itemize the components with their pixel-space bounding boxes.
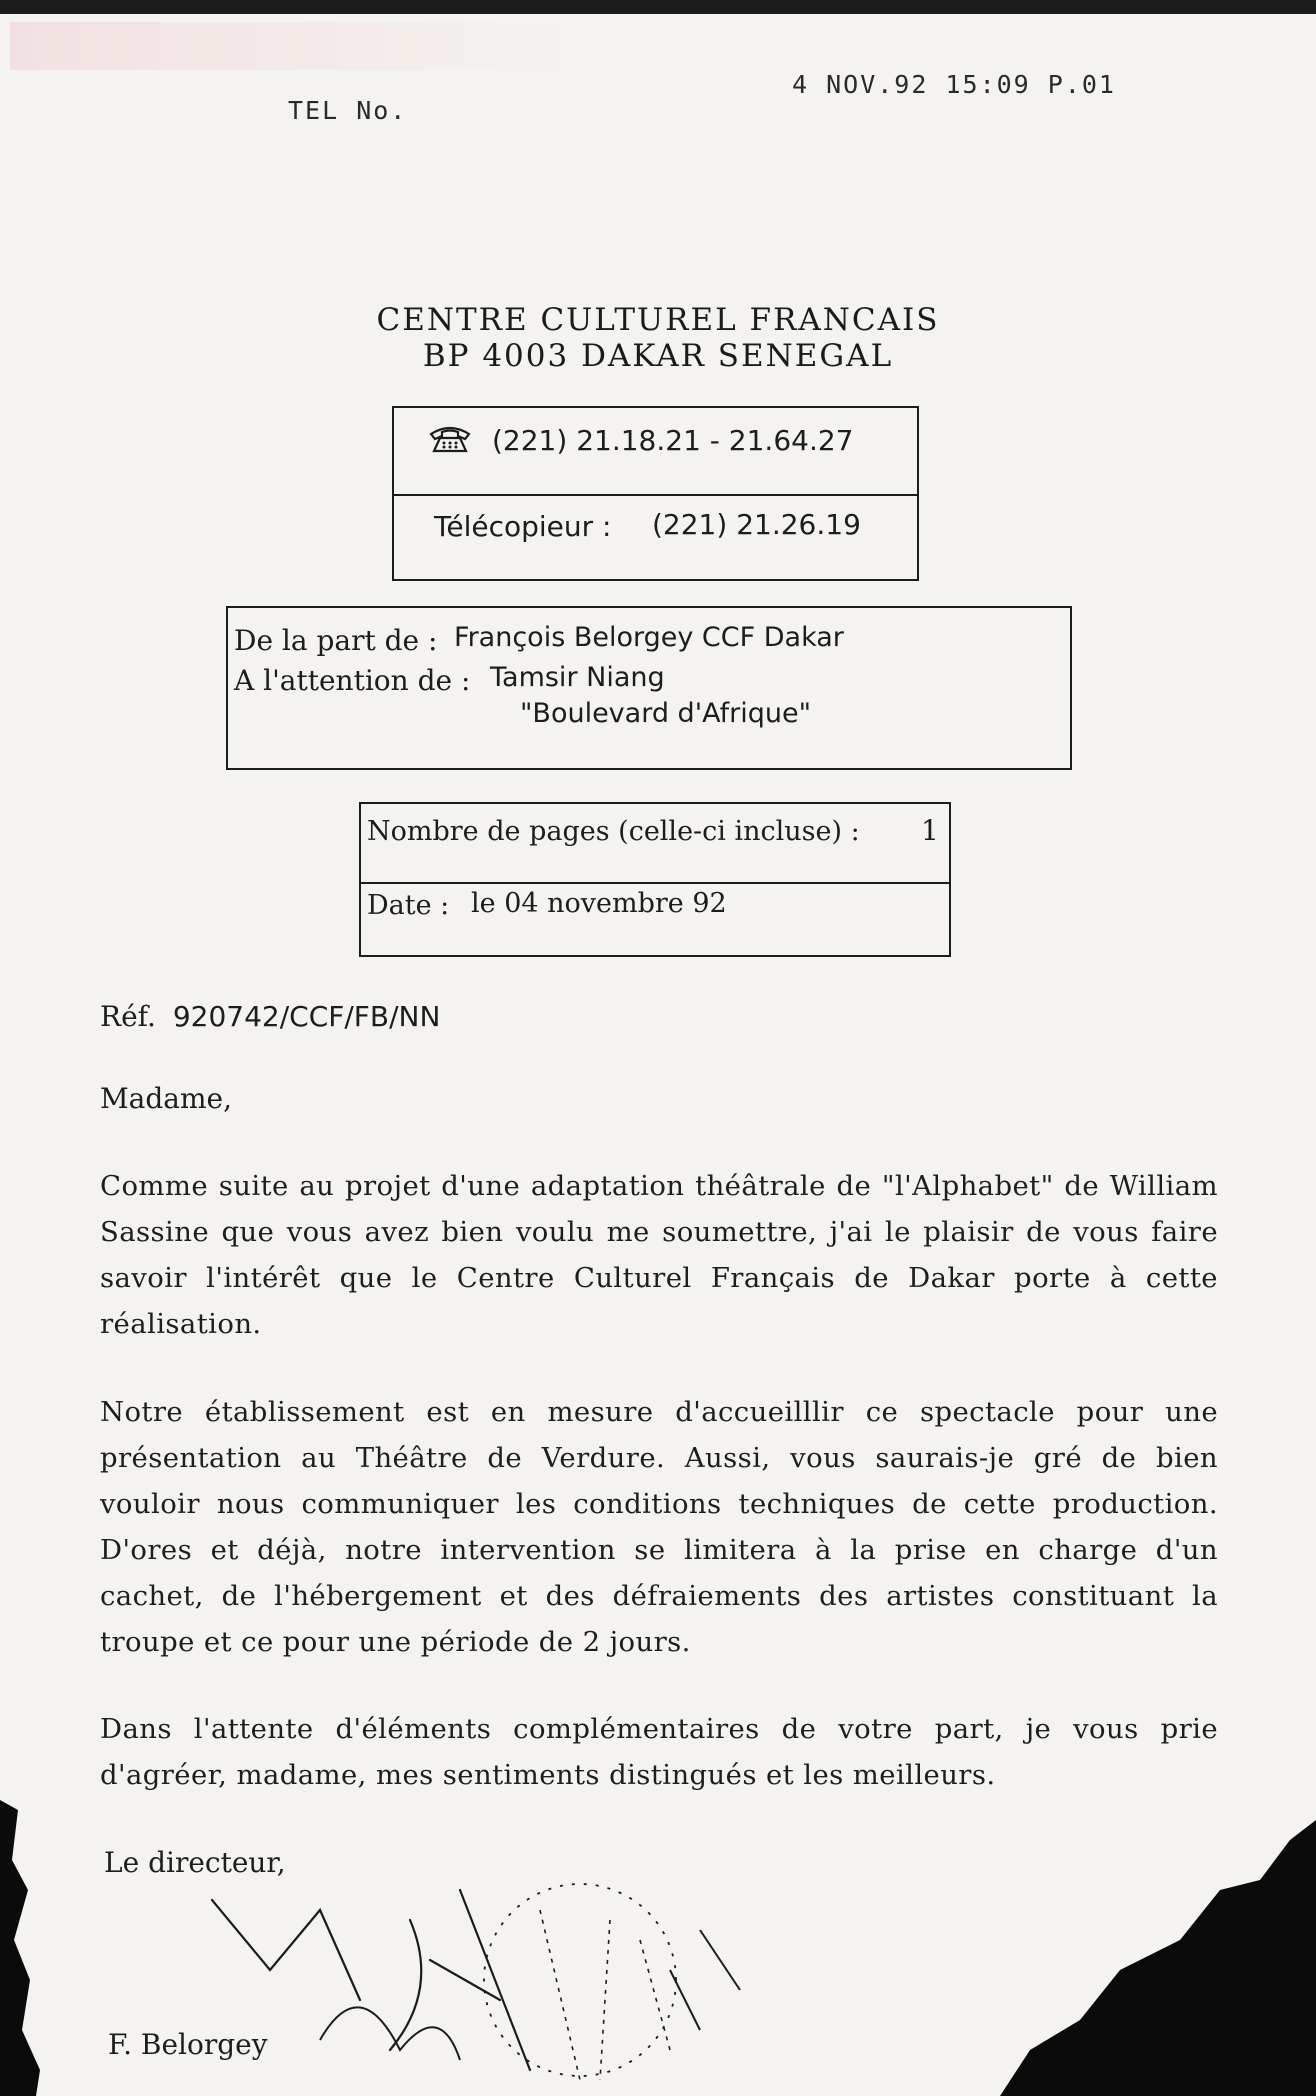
routing-box xyxy=(226,606,1072,770)
scan-top-edge xyxy=(0,0,1316,14)
from-label: De la part de : xyxy=(234,624,438,657)
from-value: François Belorgey CCF Dakar xyxy=(454,622,844,653)
fax-label: Télécopieur : xyxy=(434,510,612,543)
paragraph-1: Comme suite au projet d'une adaptation théâtrale de "l'Alphabet" de William Sassine que vous avez bien voulu me soumettre, j'ai le plaisir de vous faire savoir l'intérêt que le Centre Culturel Français de Dakar porte à cette réalisation. xyxy=(100,1170,1218,1340)
paragraph-2: Notre établissement est en mesure d'accueilllir ce spectacle pour une présentation au Théâtre de Verdure. Aussi, vous saurais-je gré de bien vouloir nous communiquer les conditions techniques de cette production. D'ores et déjà, notre intervention se limitera à la prise en charge d'un cachet, de l'hébergement et des défraiements des artistes constituant la troupe et ce pour une période de 2 jours. xyxy=(100,1396,1218,1658)
signer-name: F. Belorgey xyxy=(108,2028,268,2061)
telephone-icon xyxy=(428,424,472,454)
scan-damage-right xyxy=(880,1820,1316,2096)
phone-number: (221) 21.18.21 - 21.64.27 xyxy=(492,424,854,457)
organization-address: BP 4003 DAKAR SENEGAL xyxy=(422,338,894,374)
salutation: Madame, xyxy=(100,1082,233,1115)
signature-mark xyxy=(200,1850,760,2096)
paragraph-3: Dans l'attente d'éléments complémentaires de votre part, je vous prie d'agréer, madame, mes sentiments distingués et les meilleurs. xyxy=(100,1713,1218,1791)
date-label: Date : xyxy=(367,890,450,921)
pages-date-box xyxy=(359,802,951,957)
reference-value: 920742/CCF/FB/NN xyxy=(172,1000,441,1033)
fax-header-tel: TEL No. xyxy=(288,96,408,125)
closing-line: Le directeur, xyxy=(104,1846,286,1879)
scan-artifact xyxy=(10,22,570,70)
pages-value: 1 xyxy=(921,814,939,847)
reference-label: Réf. xyxy=(100,1000,156,1033)
contact-box xyxy=(392,406,919,581)
pages-label: Nombre de pages (celle-ci incluse) : xyxy=(367,816,860,847)
fax-number: (221) 21.26.19 xyxy=(652,508,861,541)
date-value: le 04 novembre 92 xyxy=(471,888,727,919)
fax-header-timestamp: 4 NOV.92 15:09 P.01 xyxy=(792,70,1116,99)
to-label: A l'attention de : xyxy=(234,664,471,697)
to-value: Tamsir Niang xyxy=(490,662,665,693)
to-organization: "Boulevard d'Afrique" xyxy=(520,698,812,729)
pages-date-divider xyxy=(361,882,949,884)
contact-box-divider xyxy=(394,494,917,496)
scan-damage-left xyxy=(0,1800,60,2096)
organization-name: CENTRE CULTUREL FRANCAIS xyxy=(376,302,940,338)
reference-line xyxy=(100,1000,440,1033)
